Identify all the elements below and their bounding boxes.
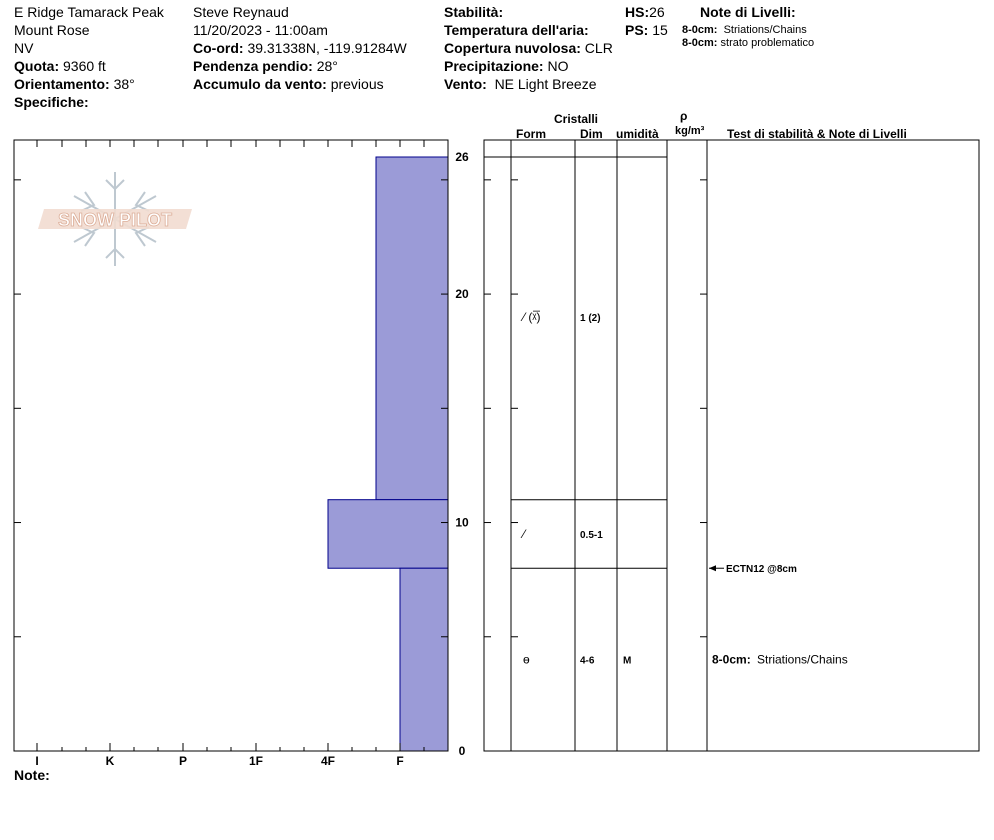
hs-label: HS: [625, 4, 650, 20]
crystals-header: Cristalli [554, 112, 599, 126]
y-tick-label: 0 [458, 744, 466, 758]
dim-header: Dim [580, 127, 603, 141]
state-name: NV [14, 40, 34, 56]
layer-comment-depth: 8-0cm: [712, 652, 751, 667]
ps-label: PS: [625, 22, 649, 38]
crystal-form: ⁄ (ᵡ̅) [523, 309, 541, 324]
hardness-plot [14, 140, 707, 768]
specifics-label: Specifiche: [14, 94, 89, 110]
x-tick-label: 4F [320, 754, 336, 768]
ps-value: 15 [652, 22, 668, 38]
watermark-text: SNOW PILOT [58, 210, 172, 230]
x-tick-label: I [35, 754, 39, 768]
wind-loading-label: Accumulo da vento: [193, 76, 327, 92]
y-tick-label: 26 [455, 150, 469, 164]
hs-value: 26 [649, 4, 665, 20]
precip-label: Precipitazione: [444, 58, 544, 74]
layer-note-depth: 8-0cm: [682, 24, 718, 36]
crystal-form: ɵ [523, 652, 530, 667]
cloud-label: Copertura nuvolosa: [444, 40, 581, 56]
elevation-value: 9360 ft [63, 58, 106, 74]
hardness-bar [400, 568, 448, 751]
hardness-bar [376, 157, 448, 500]
stability-arrow-head [709, 565, 716, 571]
aspect-value: 38° [113, 76, 135, 92]
stability-label: Stabilità: [444, 4, 504, 20]
observation-datetime: 11/20/2023 - 11:00am [193, 22, 328, 38]
coord-value: 39.31338N, -119.91284W [247, 40, 407, 56]
moisture-header: umidità [616, 127, 659, 141]
cloud-value: CLR [584, 40, 613, 56]
x-tick-label: K [105, 754, 115, 768]
wind-label: Vento: [444, 76, 487, 92]
wind-loading-value: previous [330, 76, 384, 92]
elevation-label: Quota: [14, 58, 60, 74]
slope-label: Pendenza pendio: [193, 58, 313, 74]
notes-label: Note: [14, 767, 50, 783]
crystal-form: ⁄ [523, 526, 526, 541]
y-tick-label: 10 [455, 515, 469, 530]
area-name: Mount Rose [14, 22, 90, 38]
layer-note-depth: 8-0cm: [682, 37, 718, 49]
layer-comment-text: Striations/Chains [757, 652, 848, 667]
aspect-label: Orientamento: [14, 76, 110, 92]
x-tick-label: 1F [248, 754, 264, 768]
observer-name: Steve Reynaud [193, 4, 289, 20]
crystal-moisture: M [623, 655, 632, 667]
rho-header: ρ [680, 109, 688, 123]
location-name: E Ridge Tamarack Peak [14, 4, 164, 20]
layer-note-text: Striations/Chains [723, 24, 807, 36]
crystal-table [484, 140, 979, 751]
air-temp-label: Temperatura dell'aria: [444, 22, 589, 38]
hardness-bar [328, 500, 448, 569]
stability-test-label: ECTN12 @8cm [726, 564, 797, 576]
wind-value: NE Light Breeze [494, 76, 597, 92]
y-tick-label: 20 [455, 287, 469, 302]
crystal-dim: 4-6 [580, 655, 595, 667]
coord-label: Co-ord: [193, 40, 244, 56]
crystal-dim: 1 (2) [580, 312, 601, 324]
x-tick-label: F [396, 754, 404, 768]
stability-notes-header: Test di stabilità & Note di Livelli [727, 127, 907, 141]
x-tick-label: P [178, 754, 188, 768]
density-unit-header: kg/m³ [675, 125, 705, 137]
slope-value: 28° [316, 58, 338, 74]
layer-note-text: strato problematico [720, 37, 815, 49]
layer-notes-title: Note di Livelli: [700, 4, 796, 20]
snowpilot-watermark [38, 172, 192, 266]
crystal-dim: 0.5-1 [580, 529, 603, 541]
precip-value: NO [547, 58, 569, 74]
form-header: Form [516, 127, 546, 141]
